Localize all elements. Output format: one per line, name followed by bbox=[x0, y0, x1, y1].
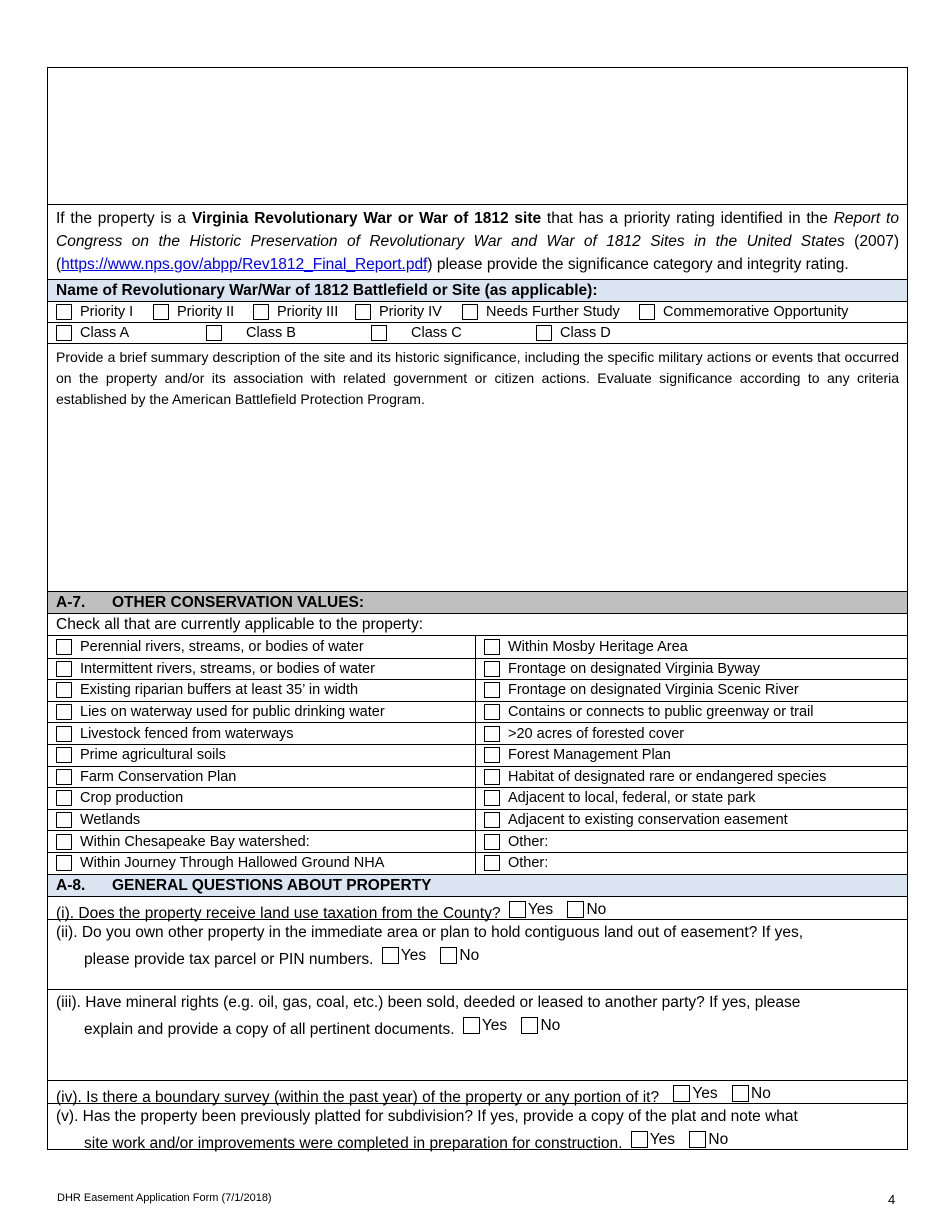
class-a-option[interactable]: Class A bbox=[56, 325, 206, 341]
checkbox[interactable] bbox=[56, 682, 72, 698]
question-v: (v). Has the property been previously platted for subdivision? If yes, provide a copy of the plat and note what site work and/or improvements were completed in preparation for construction. Yes No bbox=[48, 1103, 907, 1149]
intro-text: If the property is a bbox=[56, 210, 192, 227]
conservation-option[interactable]: Frontage on designated Virginia Byway bbox=[476, 658, 907, 680]
conservation-option[interactable]: Within Journey Through Hallowed Ground NHA bbox=[48, 852, 475, 874]
conservation-right-column bbox=[476, 636, 907, 874]
checkbox[interactable] bbox=[56, 325, 72, 341]
checkbox[interactable] bbox=[56, 834, 72, 850]
blank-area bbox=[48, 68, 907, 204]
question-i: (i). Does the property receive land use taxation from the County? Yes No bbox=[48, 896, 907, 919]
report-title: Report to Congress on the Historic Preservation of Revolutionary War and War of 1812 Sites in the United States bbox=[56, 210, 899, 250]
checkbox[interactable] bbox=[484, 812, 500, 828]
no-option[interactable]: No bbox=[557, 898, 606, 921]
conservation-option[interactable]: Prime agricultural soils bbox=[48, 744, 475, 766]
question-iii-cont: explain and provide a copy of all pertinent documents. Yes No bbox=[56, 1014, 899, 1041]
conservation-option[interactable]: >20 acres of forested cover bbox=[476, 722, 907, 744]
conservation-option[interactable]: Adjacent to existing conservation easement bbox=[476, 809, 907, 831]
intro-text: ) please provide the significance category and integrity rating. bbox=[427, 256, 849, 273]
checkbox[interactable] bbox=[56, 704, 72, 720]
checkbox[interactable] bbox=[536, 325, 552, 341]
checkbox[interactable] bbox=[639, 304, 655, 320]
conservation-option[interactable]: Other: bbox=[476, 830, 907, 852]
conservation-option[interactable]: Adjacent to local, federal, or state park bbox=[476, 787, 907, 809]
conservation-option[interactable]: Farm Conservation Plan bbox=[48, 766, 475, 788]
priority-i-option[interactable]: Priority I bbox=[56, 304, 153, 320]
summary-field[interactable] bbox=[48, 343, 907, 591]
checkbox[interactable] bbox=[153, 304, 169, 320]
conservation-option[interactable]: Other: bbox=[476, 852, 907, 874]
section-number: A-7. bbox=[56, 594, 86, 611]
yes-option[interactable]: Yes bbox=[663, 1082, 717, 1105]
checkbox[interactable] bbox=[56, 747, 72, 763]
checkbox[interactable] bbox=[484, 639, 500, 655]
conservation-option[interactable]: Existing riparian buffers at least 35’ in width bbox=[48, 679, 475, 701]
checkbox[interactable] bbox=[56, 790, 72, 806]
section-title: OTHER CONSERVATION VALUES: bbox=[112, 594, 365, 611]
checkbox[interactable] bbox=[567, 901, 584, 918]
class-row bbox=[48, 322, 907, 343]
conservation-values-grid bbox=[48, 635, 907, 874]
priority-iv-option[interactable]: Priority IV bbox=[355, 304, 462, 320]
report-link[interactable]: https://www.nps.gov/abpp/Rev1812_Final_Report.pdf bbox=[61, 256, 428, 273]
checkbox[interactable] bbox=[355, 304, 371, 320]
conservation-option[interactable]: Crop production bbox=[48, 787, 475, 809]
question-iv: (iv). Is there a boundary survey (within the past year) of the property or any portion of it? Yes No bbox=[48, 1080, 907, 1103]
checkbox[interactable] bbox=[56, 304, 72, 320]
easement-form bbox=[47, 67, 908, 1150]
checkbox[interactable] bbox=[484, 682, 500, 698]
intro-text: that has a priority rating identified in the bbox=[541, 210, 834, 227]
checkbox[interactable] bbox=[484, 769, 500, 785]
intro-text: (2007) ( bbox=[56, 233, 899, 273]
checkbox[interactable] bbox=[56, 855, 72, 871]
question-ii: (ii). Do you own other property in the immediate area or plan to hold contiguous land out of easement? If yes, please provide tax parcel or PIN numbers. Yes No bbox=[48, 919, 907, 989]
checkbox[interactable] bbox=[56, 812, 72, 828]
checkbox[interactable] bbox=[56, 769, 72, 785]
checkbox[interactable] bbox=[56, 726, 72, 742]
conservation-option[interactable]: Contains or connects to public greenway or trail bbox=[476, 701, 907, 723]
checkbox[interactable] bbox=[206, 325, 222, 341]
a8-header bbox=[48, 874, 907, 896]
class-c-option[interactable]: Class C bbox=[371, 325, 536, 341]
checkbox[interactable] bbox=[56, 661, 72, 677]
conservation-option[interactable]: Habitat of designated rare or endangered species bbox=[476, 766, 907, 788]
section-title: GENERAL QUESTIONS ABOUT PROPERTY bbox=[112, 876, 432, 894]
no-option[interactable]: No bbox=[679, 1128, 728, 1151]
yes-option[interactable]: Yes bbox=[378, 944, 426, 967]
checkbox[interactable] bbox=[484, 704, 500, 720]
no-option[interactable]: No bbox=[430, 944, 479, 967]
checkbox[interactable] bbox=[440, 947, 457, 964]
checkbox[interactable] bbox=[673, 1085, 690, 1102]
checkbox[interactable] bbox=[484, 855, 500, 871]
page-number: 4 bbox=[888, 1192, 896, 1207]
intro-bold: Virginia Revolutionary War or War of 1812 site bbox=[191, 210, 542, 227]
conservation-option[interactable]: Within Mosby Heritage Area bbox=[476, 636, 907, 658]
summary-instructions: Provide a brief summary description of the site and its historic significance, including the specific military actions or events that occurred on the property and/or its association with related government or citizen actions. Evaluate significance according to any criteria established by the American Battlefield Protection Program. bbox=[56, 349, 899, 407]
class-b-option[interactable]: Class B bbox=[206, 325, 371, 341]
footer-form-title: DHR Easement Application Form (7/1/2018) bbox=[57, 1192, 272, 1204]
checkbox[interactable] bbox=[484, 726, 500, 742]
no-option[interactable]: No bbox=[511, 1014, 560, 1037]
needs-further-study-option[interactable]: Needs Further Study bbox=[462, 304, 639, 320]
checkbox[interactable] bbox=[371, 325, 387, 341]
battlefield-header: Name of Revolutionary War/War of 1812 Battlefield or Site (as applicable): bbox=[48, 279, 907, 301]
priority-row bbox=[48, 301, 907, 322]
conservation-option[interactable]: Perennial rivers, streams, or bodies of water bbox=[48, 636, 475, 658]
conservation-option[interactable]: Intermittent rivers, streams, or bodies of water bbox=[48, 658, 475, 680]
section-number: A-8. bbox=[56, 876, 86, 894]
priority-ii-option[interactable]: Priority II bbox=[153, 304, 253, 320]
conservation-option[interactable]: Wetlands bbox=[48, 809, 475, 831]
priority-iii-option[interactable]: Priority III bbox=[253, 304, 355, 320]
conservation-option[interactable]: Lies on waterway used for public drinking water bbox=[48, 701, 475, 723]
a7-instruction: Check all that are currently applicable to the property: bbox=[48, 613, 907, 635]
a7-header bbox=[48, 591, 907, 613]
commemorative-opportunity-option[interactable]: Commemorative Opportunity bbox=[639, 304, 848, 320]
question-v-cont: site work and/or improvements were completed in preparation for construction. Yes No bbox=[56, 1128, 899, 1155]
checkbox[interactable] bbox=[253, 304, 269, 320]
no-option[interactable]: No bbox=[722, 1082, 771, 1105]
conservation-option[interactable]: Livestock fenced from waterways bbox=[48, 722, 475, 744]
checkbox[interactable] bbox=[732, 1085, 749, 1102]
checkbox[interactable] bbox=[462, 304, 478, 320]
conservation-option[interactable]: Frontage on designated Virginia Scenic River bbox=[476, 679, 907, 701]
yes-option[interactable]: Yes bbox=[505, 898, 553, 921]
checkbox[interactable] bbox=[521, 1017, 538, 1034]
checkbox[interactable] bbox=[484, 747, 500, 763]
class-d-option[interactable]: Class D bbox=[536, 325, 611, 341]
yes-option[interactable]: Yes bbox=[459, 1014, 507, 1037]
conservation-left-column bbox=[48, 636, 476, 874]
checkbox[interactable] bbox=[56, 639, 72, 655]
checkbox[interactable] bbox=[484, 834, 500, 850]
checkbox[interactable] bbox=[689, 1131, 706, 1148]
yes-option[interactable]: Yes bbox=[627, 1128, 675, 1151]
checkbox[interactable] bbox=[484, 790, 500, 806]
conservation-option[interactable]: Forest Management Plan bbox=[476, 744, 907, 766]
checkbox[interactable] bbox=[484, 661, 500, 677]
checkbox[interactable] bbox=[509, 901, 526, 918]
question-ii-cont: please provide tax parcel or PIN numbers. Yes No bbox=[56, 944, 899, 971]
checkbox[interactable] bbox=[463, 1017, 480, 1034]
conservation-option[interactable]: Within Chesapeake Bay watershed: bbox=[48, 830, 475, 852]
checkbox[interactable] bbox=[631, 1131, 648, 1148]
checkbox[interactable] bbox=[382, 947, 399, 964]
question-iii: (iii). Have mineral rights (e.g. oil, gas, coal, etc.) been sold, deeded or leased to another party? If yes, please explain and provide a copy of all pertinent documents. Yes No bbox=[48, 989, 907, 1080]
intro-paragraph bbox=[48, 204, 907, 279]
